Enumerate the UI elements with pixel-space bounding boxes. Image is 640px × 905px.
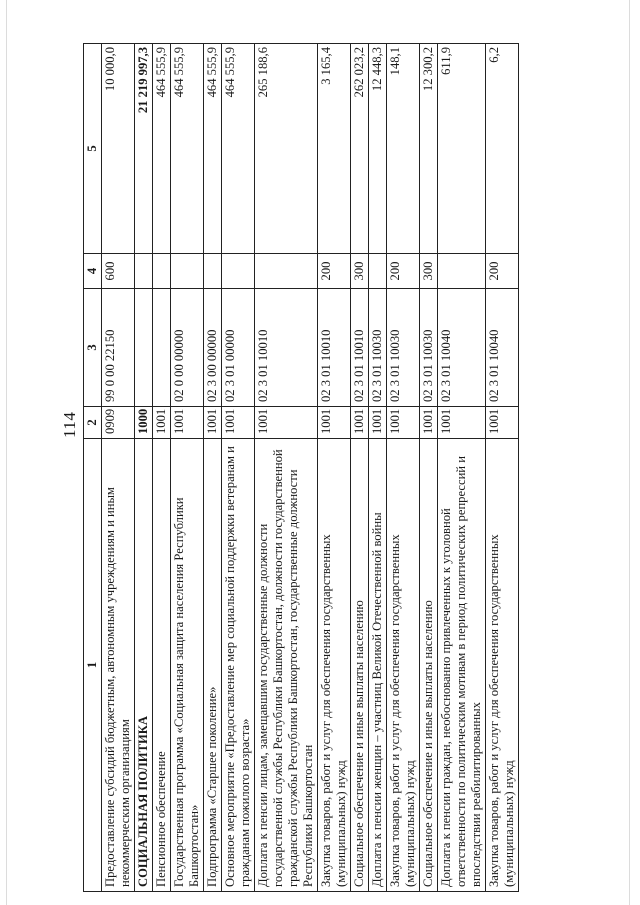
- header-col-1: 1: [84, 439, 102, 892]
- table-row: [420, 44, 438, 892]
- cell-name: СОЦИАЛЬНАЯ ПОЛИТИКА: [135, 439, 153, 892]
- cell-name: Социальное обеспечение и иные выплаты населению: [351, 439, 369, 892]
- cell-amount: 3 165,4: [318, 44, 351, 254]
- cell-section-code: 1001: [369, 407, 387, 439]
- budget-table: [83, 43, 519, 892]
- cell-target-article: 02 3 01 10040: [438, 289, 486, 407]
- cell-expense-type: 200: [318, 254, 351, 289]
- cell-section-code: 1001: [153, 407, 171, 439]
- cell-amount: 464 555,9: [153, 44, 171, 254]
- cell-amount: 611,9: [438, 44, 486, 254]
- table-row: [438, 44, 486, 892]
- cell-name: Социальное обеспечение и иные выплаты населению: [420, 439, 438, 892]
- cell-target-article: 02 3 01 10010: [318, 289, 351, 407]
- cell-expense-type: [171, 254, 204, 289]
- cell-expense-type: 200: [486, 254, 519, 289]
- cell-name: Доплата к пенсии граждан, необоснованно привлеченных к уголовной ответственности по политическим мотивам в период политических репрессий и впоследствии реабилитированных: [438, 439, 486, 892]
- cell-section-code: 1001: [222, 407, 255, 439]
- scan-edge-left: [6, 0, 7, 905]
- cell-expense-type: 300: [351, 254, 369, 289]
- cell-section-code: 1001: [438, 407, 486, 439]
- table-row: [255, 44, 318, 892]
- cell-amount: 464 555,9: [222, 44, 255, 254]
- cell-amount: 464 555,9: [204, 44, 222, 254]
- cell-target-article: 02 3 00 00000: [204, 289, 222, 407]
- cell-expense-type: [135, 254, 153, 289]
- cell-amount: 21 219 997,3: [135, 44, 153, 254]
- cell-target-article: 02 3 01 10030: [387, 289, 420, 407]
- cell-target-article: [135, 289, 153, 407]
- table-row: [387, 44, 420, 892]
- cell-section-code: 1001: [255, 407, 318, 439]
- header-col-5: 5: [84, 44, 102, 254]
- page-number: 114: [60, 411, 79, 438]
- cell-amount: 6,2: [486, 44, 519, 254]
- cell-section-code: 1000: [135, 407, 153, 439]
- cell-target-article: 99 0 00 22150: [102, 289, 135, 407]
- header-col-2: 2: [84, 407, 102, 439]
- cell-target-article: 02 3 01 10010: [351, 289, 369, 407]
- cell-name: Закупка товаров, работ и услуг для обеспечения государственных (муниципальных) нужд: [318, 439, 351, 892]
- cell-amount: 10 000,0: [102, 44, 135, 254]
- table-row: [351, 44, 369, 892]
- cell-target-article: 02 3 01 10030: [420, 289, 438, 407]
- header-col-3: 3: [84, 289, 102, 407]
- cell-amount: 148,1: [387, 44, 420, 254]
- cell-amount: 12 448,3: [369, 44, 387, 254]
- cell-amount: 265 188,6: [255, 44, 318, 254]
- cell-name: Доплата к пенсии женщин – участниц Великой Отечественной войны: [369, 439, 387, 892]
- cell-expense-type: [153, 254, 171, 289]
- cell-section-code: 0909: [102, 407, 135, 439]
- table-row: [171, 44, 204, 892]
- cell-expense-type: [369, 254, 387, 289]
- cell-section-code: 1001: [420, 407, 438, 439]
- cell-target-article: 02 0 00 00000: [171, 289, 204, 407]
- cell-section-code: 1001: [204, 407, 222, 439]
- table-header-row: [84, 44, 102, 892]
- cell-expense-type: 300: [420, 254, 438, 289]
- cell-name: Пенсионное обеспечение: [153, 439, 171, 892]
- cell-target-article: 02 3 01 10030: [369, 289, 387, 407]
- cell-amount: 464 555,9: [171, 44, 204, 254]
- cell-name: Подпрограмма «Старшее поколение»: [204, 439, 222, 892]
- cell-target-article: [153, 289, 171, 407]
- cell-name: Государственная программа «Социальная защита населения Республики Башкортостан»: [171, 439, 204, 892]
- cell-expense-type: 200: [387, 254, 420, 289]
- cell-name: Закупка товаров, работ и услуг для обеспечения государственных (муниципальных) нужд: [486, 439, 519, 892]
- table-row: [102, 44, 135, 892]
- cell-section-code: 1001: [318, 407, 351, 439]
- table-row: [153, 44, 171, 892]
- table-body: [102, 44, 519, 892]
- table-row: [369, 44, 387, 892]
- table-row: [318, 44, 351, 892]
- cell-name: Предоставление субсидий бюджетным, автономным учреждениям и иным некоммерческим организациям: [102, 439, 135, 892]
- cell-section-code: 1001: [387, 407, 420, 439]
- cell-expense-type: 600: [102, 254, 135, 289]
- cell-expense-type: [204, 254, 222, 289]
- cell-target-article: 02 3 01 00000: [222, 289, 255, 407]
- scan-edge-right: [629, 0, 630, 905]
- cell-expense-type: [255, 254, 318, 289]
- cell-expense-type: [438, 254, 486, 289]
- cell-amount: 12 300,2: [420, 44, 438, 254]
- cell-section-code: 1001: [486, 407, 519, 439]
- cell-section-code: 1001: [351, 407, 369, 439]
- cell-name: Закупка товаров, работ и услуг для обеспечения государственных (муниципальных) нужд: [387, 439, 420, 892]
- cell-expense-type: [222, 254, 255, 289]
- cell-name: Основное мероприятие «Предоставление мер социальной поддержки ветеранам и гражданам пожилого возраста»: [222, 439, 255, 892]
- table-row: [204, 44, 222, 892]
- rotated-table-container: [83, 44, 567, 892]
- cell-target-article: 02 3 01 10040: [486, 289, 519, 407]
- table-row: [222, 44, 255, 892]
- cell-section-code: 1001: [171, 407, 204, 439]
- cell-name: Доплата к пенсии лицам, замещавшим государственные должности государственной службы Республики Башкортостан, должности государственной гражданской службы Республики Башкортостан, государственные должности Республики Башкортостан: [255, 439, 318, 892]
- header-col-4: 4: [84, 254, 102, 289]
- table-row: [486, 44, 519, 892]
- table-row: [135, 44, 153, 892]
- cell-target-article: 02 3 01 10010: [255, 289, 318, 407]
- cell-amount: 262 023,2: [351, 44, 369, 254]
